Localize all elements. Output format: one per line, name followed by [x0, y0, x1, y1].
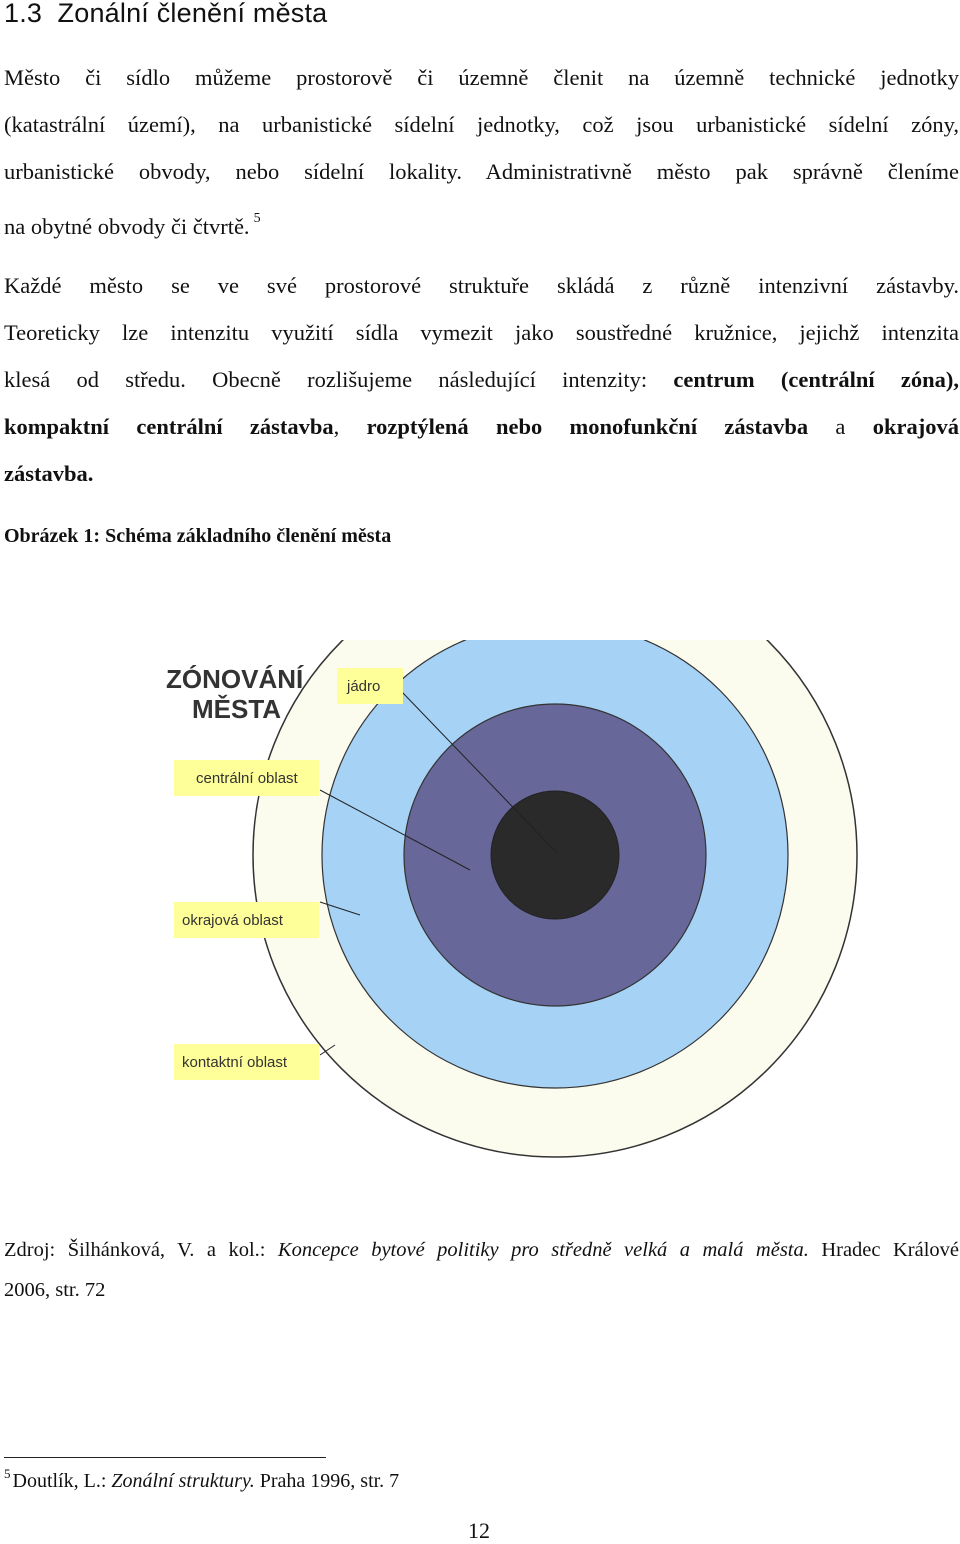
footnote-separator — [4, 1457, 326, 1458]
footnote: $^5$ Doutlík, L.: Zonální struktury. Praha 1996, str. 7 — [4, 1466, 400, 1492]
paragraph-line: Teoreticky lze intenzitu využití sídla vymezit jako soustředné kružnice, jejichž intenzita — [4, 320, 959, 345]
ring-core — [491, 791, 619, 919]
label-core: jádro — [347, 678, 381, 695]
zoning-diagram — [160, 640, 960, 1190]
term-compact: kompaktní centrální zástavba — [4, 414, 334, 439]
label-contact: kontaktní oblast — [182, 1054, 288, 1071]
zoning-figure — [160, 640, 960, 1190]
paragraph-line: klesá od středu. Obecně rozlišujeme následující intenzity: centrum (centrální zóna), — [4, 367, 959, 392]
section-heading — [4, 0, 327, 29]
diagram-title-line2: MĚSTA — [192, 694, 282, 724]
footnote-mark: 5 — [4, 1466, 11, 1481]
paragraph-line: zástavba. — [4, 461, 94, 486]
figure-caption: Obrázek 1: Schéma základního členění města — [4, 525, 392, 547]
footnote-title: Zonální struktury. — [111, 1470, 255, 1492]
diagram-title-line1: ZÓNOVÁNÍ — [166, 664, 304, 694]
footnote-reference: 5 — [253, 211, 261, 226]
label-central: centrální oblast — [196, 770, 298, 787]
paragraph-2 — [4, 262, 959, 497]
paragraph-line: kompaktní centrální zástavba, rozptýlená nebo monofunkční zástavba a okrajová — [4, 414, 959, 439]
paragraph-line: Město či sídlo můžeme prostorově či územně členit na územně technické jednotky — [4, 65, 959, 90]
page-number: 12 — [468, 1518, 490, 1543]
paragraph-line: Každé město se ve své prostorové struktuře skládá z různě intenzivní zástavby. — [4, 273, 959, 298]
paragraph-line: urbanistické obvody, nebo sídelní lokality. Administrativně město pak správně členíme — [4, 159, 959, 184]
section-number: 1.3 — [4, 0, 43, 28]
paragraph-line: (katastrální území), na urbanistické sídelní jednotky, což jsou urbanistické sídelní zóny, — [4, 112, 959, 137]
term-centrum: centrum (centrální zóna), — [673, 367, 959, 392]
label-peripheral: okrajová oblast — [182, 912, 283, 929]
paragraph-line: na obytné obvody či čtvrtě. — [4, 214, 250, 239]
paragraph-1 — [4, 54, 959, 250]
source-line-2: 2006, str. 72 — [4, 1279, 106, 1301]
term-dispersed: rozptýlená nebo monofunkční zástavba — [366, 414, 809, 439]
source-title: Koncepce bytové politiky pro středně velká a malá města. — [277, 1239, 809, 1261]
section-title: Zonální členění města — [57, 0, 328, 28]
term-peripheral: okrajová — [872, 414, 959, 439]
figure-source: Zdroj: Šilhánková, V. a kol.: Koncepce bytové politiky pro středně velká a malá města. Hradec Králové 2006, str. 72 — [4, 1230, 959, 1310]
